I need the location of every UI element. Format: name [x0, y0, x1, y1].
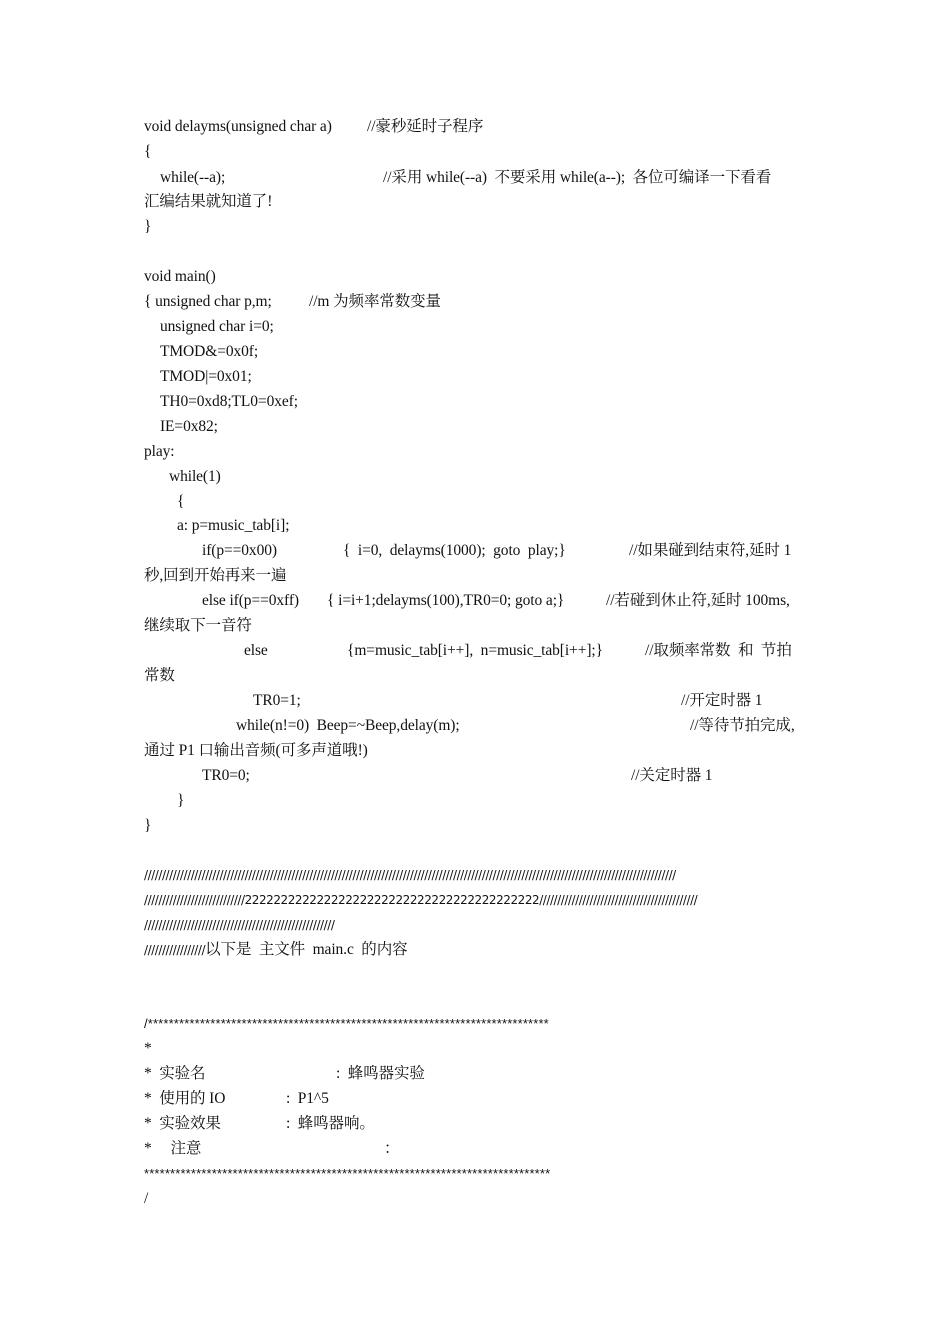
code-comment: //m 为频率常数变量: [309, 293, 441, 310]
code-comment: //开定时器 1: [681, 692, 763, 709]
code-comment-continuation: 常数: [144, 667, 175, 684]
separator-heading: [144, 940, 408, 960]
code-comment: //若碰到休止符,延时 100ms,: [606, 592, 790, 609]
code-line: { i=i+1;delayms(100),TR0=0; goto a;}: [327, 592, 565, 609]
code-line: TMOD|=0x01;: [160, 368, 252, 385]
code-comment-continuation: 继续取下一音符: [144, 617, 252, 634]
code-line: TR0=1;: [253, 692, 301, 709]
code-line: TH0=0xd8;TL0=0xef;: [160, 393, 298, 410]
effect-label: * 实验效果: [144, 1115, 221, 1132]
separator-line: /////////////////////////////////////////////////////: [144, 918, 335, 932]
io-value: : P1^5: [286, 1090, 329, 1107]
code-line: {: [177, 493, 185, 510]
note-label: * 注意: [144, 1140, 202, 1157]
note-value: ：: [384, 1140, 400, 1157]
separator-slashes: ////////////////////////////////////////////: [539, 893, 698, 907]
separator-slashes: /////////////////: [144, 943, 206, 957]
experiment-name-value: : 蜂鸣器实验: [336, 1065, 425, 1082]
code-line: a: p=music_tab[i];: [177, 517, 290, 534]
code-line: TR0=0;: [202, 767, 250, 784]
code-line: {: [144, 143, 152, 160]
comment-top-rule: /*****************************************************************************: [144, 1016, 549, 1031]
code-comment: //等待节拍完成,: [690, 717, 795, 734]
code-comment-continuation: 秒,回到开始再来一遍: [144, 567, 287, 584]
code-line: if(p==0x00): [202, 542, 277, 559]
section-title: 以下是 主文件 main.c 的内容: [205, 941, 408, 958]
code-line: else if(p==0xff): [202, 592, 299, 609]
code-comment: //关定时器 1: [631, 767, 713, 784]
code-line: {m=music_tab[i++], n=music_tab[i++];}: [347, 642, 603, 659]
separator-line: ////////////////////////////////////////////////////////////////////////////////////////////////////////////////////////////////////////////////////: [144, 868, 676, 882]
code-label: play:: [144, 443, 175, 460]
code-line: { unsigned char p,m;: [144, 293, 272, 310]
code-line-delayms-signature: void delayms(unsigned char a): [144, 118, 332, 135]
code-line: TMOD&=0x0f;: [160, 343, 259, 360]
code-line-main-signature: void main(): [144, 268, 216, 285]
code-line: }: [144, 817, 152, 834]
comment-close: /: [144, 1190, 149, 1207]
comment-star: *: [144, 1040, 152, 1057]
effect-value: : 蜂鸣器响。: [286, 1115, 375, 1132]
code-line: unsigned char i=0;: [160, 318, 274, 335]
code-comment-continuation: 汇编结果就知道了!: [144, 193, 273, 210]
experiment-name-label: * 实验名: [144, 1065, 206, 1082]
separator-slashes: ////////////////////////////: [144, 893, 245, 907]
code-line: while(--a);: [160, 169, 226, 186]
code-line: }: [144, 218, 152, 235]
code-line: { i=0, delayms(1000); goto play;}: [343, 542, 566, 559]
separator-digits: 22222222222222222222222222222222222222222: [244, 893, 540, 907]
code-line: IE=0x82;: [160, 418, 218, 435]
separator-line-with-number: [144, 890, 806, 910]
code-comment: //豪秒延时子程序: [367, 118, 484, 135]
code-line: while(n!=0) Beep=~Beep,delay(m);: [236, 717, 460, 734]
code-comment-continuation: 通过 P1 口输出音频(可多声道哦!): [144, 742, 368, 759]
io-label: * 使用的 IO: [144, 1090, 226, 1107]
code-line: else: [244, 642, 268, 659]
code-line: while(1): [169, 468, 221, 485]
code-comment: //如果碰到结束符,延时 1: [629, 542, 792, 559]
code-comment: //采用 while(--a) 不要采用 while(a--); 各位可编译一下看看: [383, 169, 772, 186]
code-line: }: [177, 792, 185, 809]
code-comment: //取频率常数 和 节拍: [645, 642, 792, 659]
comment-bottom-rule: ******************************************************************************: [144, 1166, 551, 1181]
